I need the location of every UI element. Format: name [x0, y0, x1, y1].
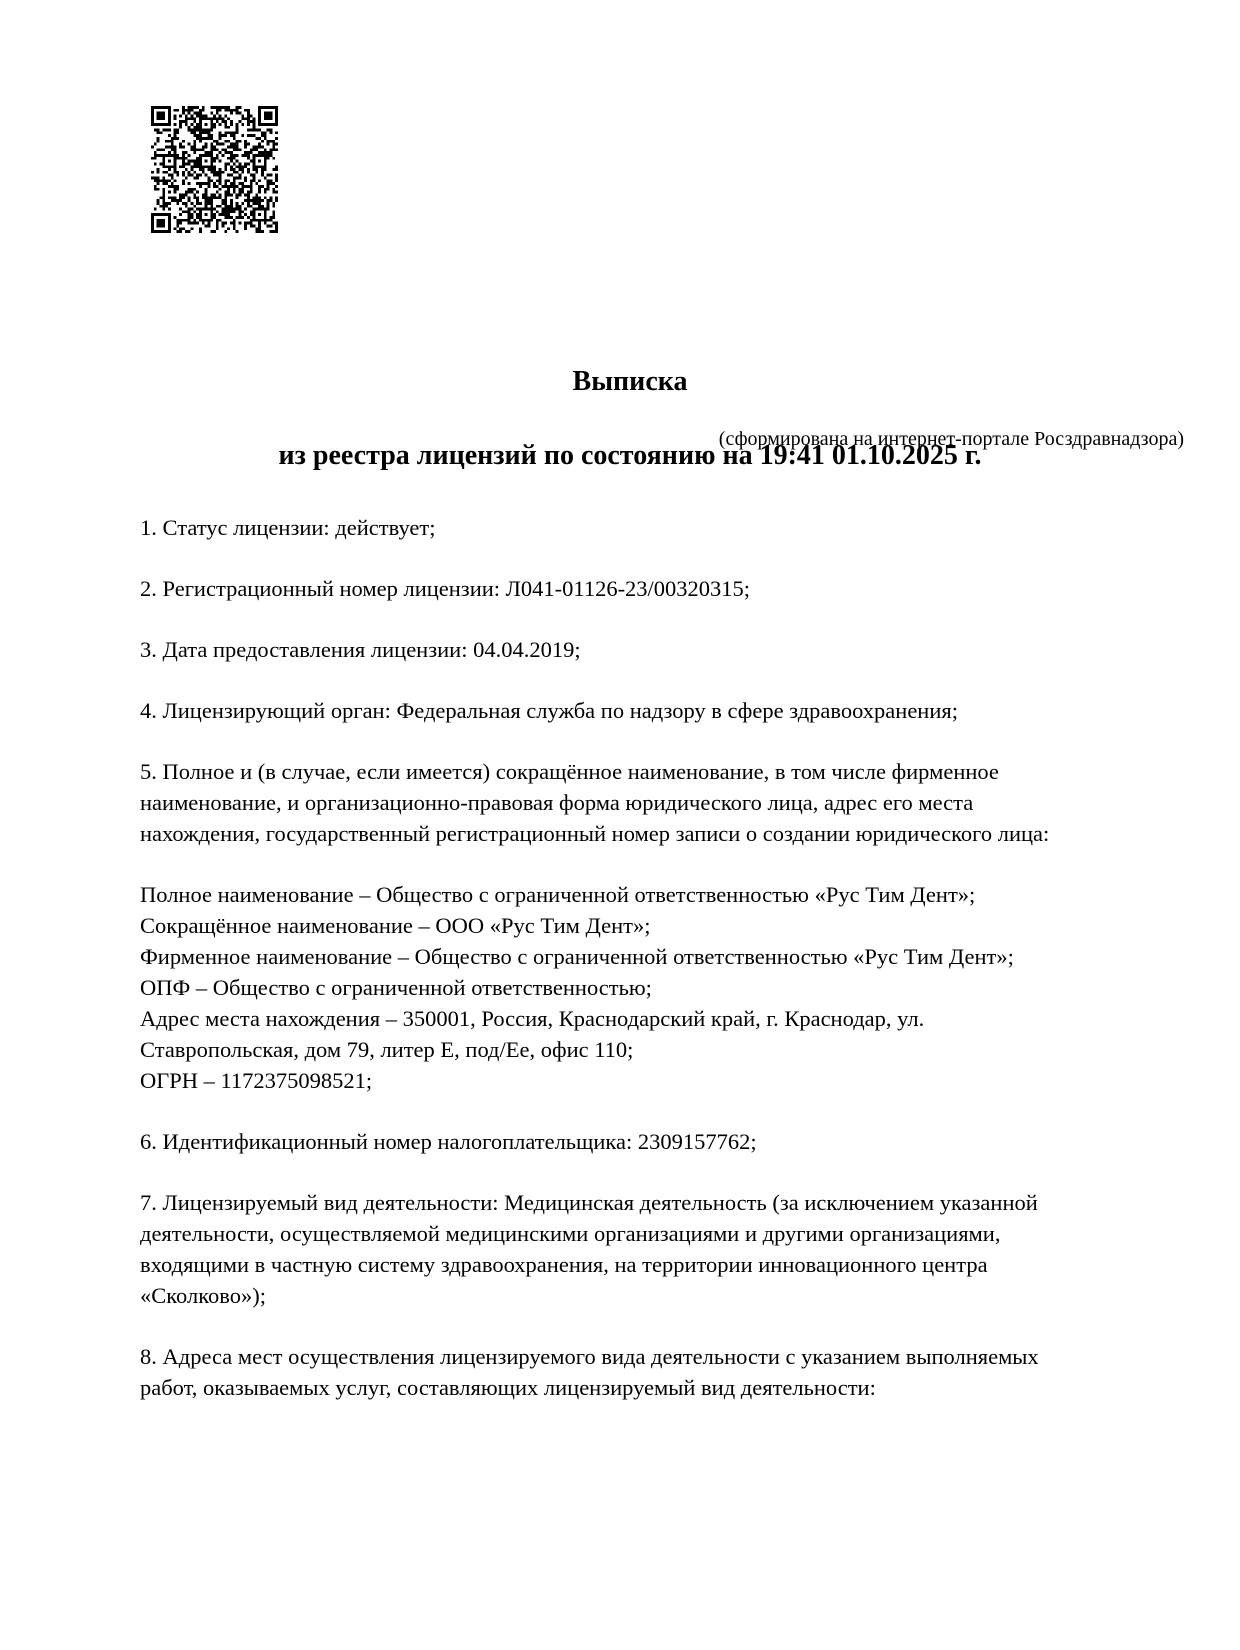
licensing-authority: 4. Лицензирующий орган: Федеральная служба по надзору в сфере здравоохранения; [140, 698, 958, 723]
licensed-activity [140, 1187, 1145, 1311]
text-line: «Сколково»); [140, 1283, 266, 1308]
text-line: ОГРН – 1172375098521; [140, 1068, 373, 1093]
text-line: Ставропольская, дом 79, литер Е, под/Ее, офис 110; [140, 1037, 634, 1062]
text-line: входящими в частную систему здравоохранения, на территории инновационного центра [140, 1252, 988, 1277]
text-line: работ, оказываемых услуг, составляющих лицензируемый вид деятельности: [140, 1375, 876, 1400]
text-line: 5. Полное и (в случае, если имеется) сокращённое наименование, в том числе фирменное [140, 759, 999, 784]
activity-addresses-heading [140, 1341, 1145, 1403]
text-line: наименование, и организационно-правовая форма юридического лица, адрес его места [140, 790, 974, 815]
text-line: Полное наименование – Общество с ограниченной ответственностью «Рус Тим Дент»; [140, 882, 976, 907]
document-title [125, 326, 1135, 511]
text-line: ОПФ – Общество с ограниченной ответственностью; [140, 975, 652, 1000]
qr-code [151, 106, 278, 233]
text-line: 7. Лицензируемый вид деятельности: Медицинская деятельность (за исключением указанной [140, 1190, 1038, 1215]
document-title-line-1: Выписка [572, 366, 688, 397]
license-grant-date: 3. Дата предоставления лицензии: 04.04.2019; [140, 637, 581, 662]
license-status: 1. Статус лицензии: действует; [140, 515, 436, 540]
text-line: Фирменное наименование – Общество с ограниченной ответственностью «Рус Тим Дент»; [140, 944, 1014, 969]
text-line: Адрес места нахождения – 350001, Россия, Краснодарский край, г. Краснодар, ул. [140, 1006, 925, 1031]
document-subtitle: (сформирована на интернет-портале Росздравнадзора) [718, 428, 1184, 450]
taxpayer-id: 6. Идентификационный номер налогоплательщика: 2309157762; [140, 1129, 757, 1154]
text-line: 8. Адреса мест осуществления лицензируемого вида деятельности с указанием выполняемых [140, 1344, 1039, 1369]
document-body [140, 512, 1145, 1433]
text-line: Сокращённое наименование – ООО «Рус Тим Дент»; [140, 913, 651, 938]
organization-info-details [140, 879, 1145, 1096]
document-title-line-2: из реестра лицензий по состоянию на 19:41 01.10.2025 г. [278, 440, 982, 471]
text-line: нахождения, государственный регистрационный номер записи о создании юридического лица: [140, 821, 1050, 846]
license-registration-number: 2. Регистрационный номер лицензии: Л041-01126-23/00320315; [140, 576, 751, 601]
organization-info-heading [140, 756, 1145, 849]
text-line: деятельности, осуществляемой медицинскими организациями и другими организациями, [140, 1221, 1001, 1246]
